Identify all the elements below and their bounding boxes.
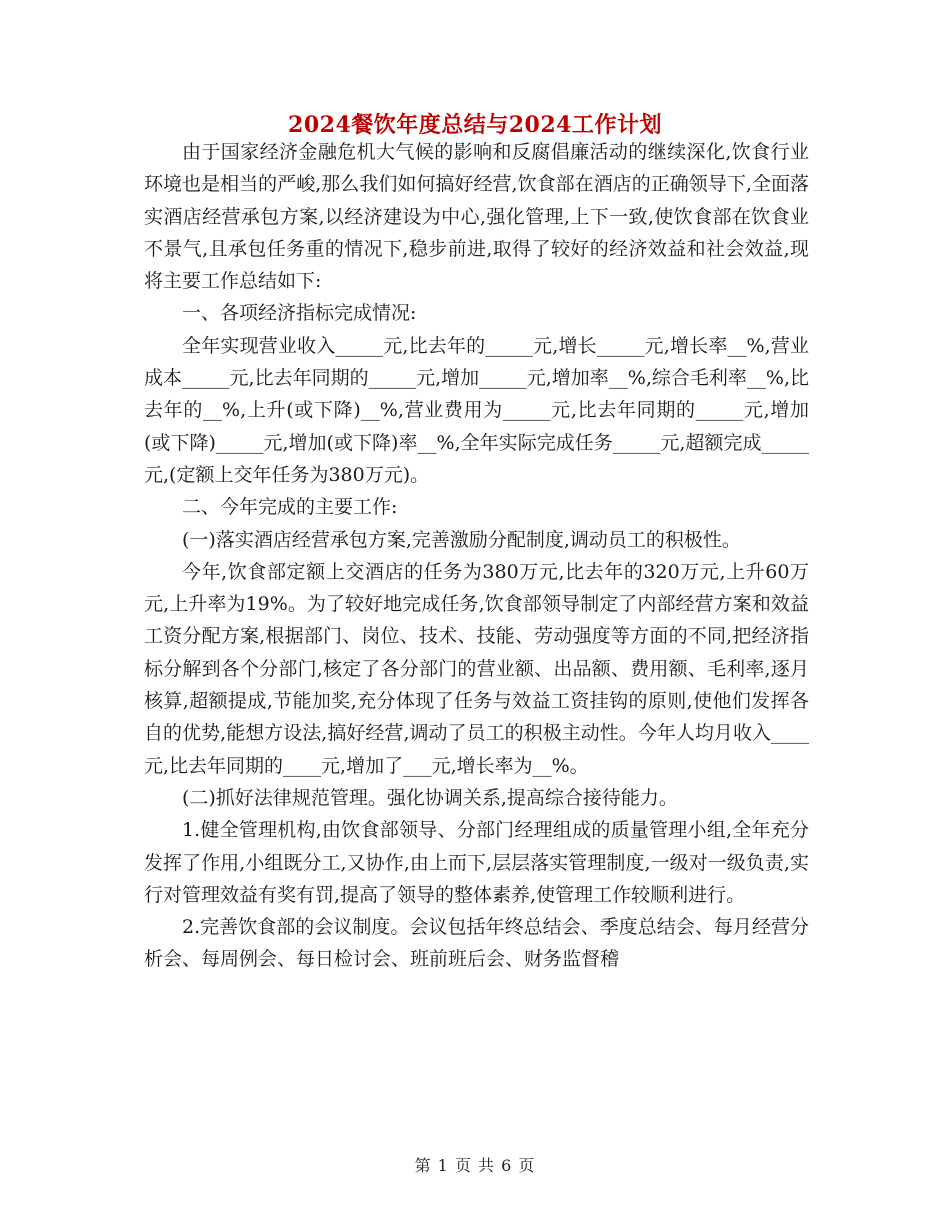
paragraph-intro: 由于国家经济金融危机大气候的影响和反腐倡廉活动的继续深化,饮食行业环境也是相当的严峻,那么我们如何搞好经营,饮食部在酒店的正确领导下,全面落实酒店经营承包方案,以经济建设为中心,强化管理,上下一致,使饮食部在饮食业不景气,且承包任务重的情况下,稳步前进,取得了较好的经济效益和社会效益,现将主要工作总结如下: (144, 141, 809, 293)
paragraph-economic-indicators: 全年实现营业收入_____元,比去年的_____元,增长_____元,增长率__%,营业成本_____元,比去年同期的_____元,增加_____元,增加率__%,综合毛利率__%,比去年的__%,上升(或下降)__%,营业费用为_____元,比去年同期的_____元,增加(或下降)_____元,增加(或下降)率__%,全年实际完成任务_____元,超额完成_____元,(定额上交年任务为380万元)。 (144, 334, 809, 486)
paragraph-management-structure: 1.健全管理机构,由饮食部领导、分部门经理组成的质量管理小组,全年充分发挥了作用,小组既分工,又协作,由上而下,层层落实管理制度,一级对一级负责,实行对管理效益有奖有罚,提高了领导的整体素养,使管理工作较顺利进行。 (144, 819, 809, 906)
document-title: 2024餐饮年度总结与2024工作计划 (288, 112, 662, 138)
section-heading-1: 一、各项经济指标完成情况: (182, 302, 417, 325)
subsection-heading-1: (一)落实酒店经营承包方案,完善激励分配制度,调动员工的积极性。 (182, 528, 741, 551)
subsection-heading-2: (二)抓好法律规范管理。强化协调关系,提高综合接待能力。 (182, 786, 678, 809)
paragraph-task-plan: 今年,饮食部定额上交酒店的任务为380万元,比去年的320万元,上升60万元,上升率为19%。为了较好地完成任务,饮食部领导制定了内部经营方案和效益工资分配方案,根据部门、岗位、技术、技能、劳动强度等方面的不同,把经济指标分解到各个分部门,核定了各分部门的营业额、出品额、费用额、毛利率,逐月核算,超额提成,节能加奖,充分体现了任务与效益工资挂钩的原则,使他们发挥各自的优势,能想方设法,搞好经营,调动了员工的积极主动性。今年人均月收入____元,比去年同期的____元,增加了___元,增长率为__%。 (144, 560, 809, 777)
paragraph-meeting-system: 2.完善饮食部的会议制度。会议包括年终总结会、季度总结会、每月经营分析会、每周例会、每日检讨会、班前班后会、财务监督稽 (144, 916, 809, 971)
section-heading-2: 二、今年完成的主要工作: (182, 496, 398, 519)
page-number-footer: 第 1 页 共 6 页 (414, 1156, 536, 1175)
document-body (144, 136, 809, 976)
